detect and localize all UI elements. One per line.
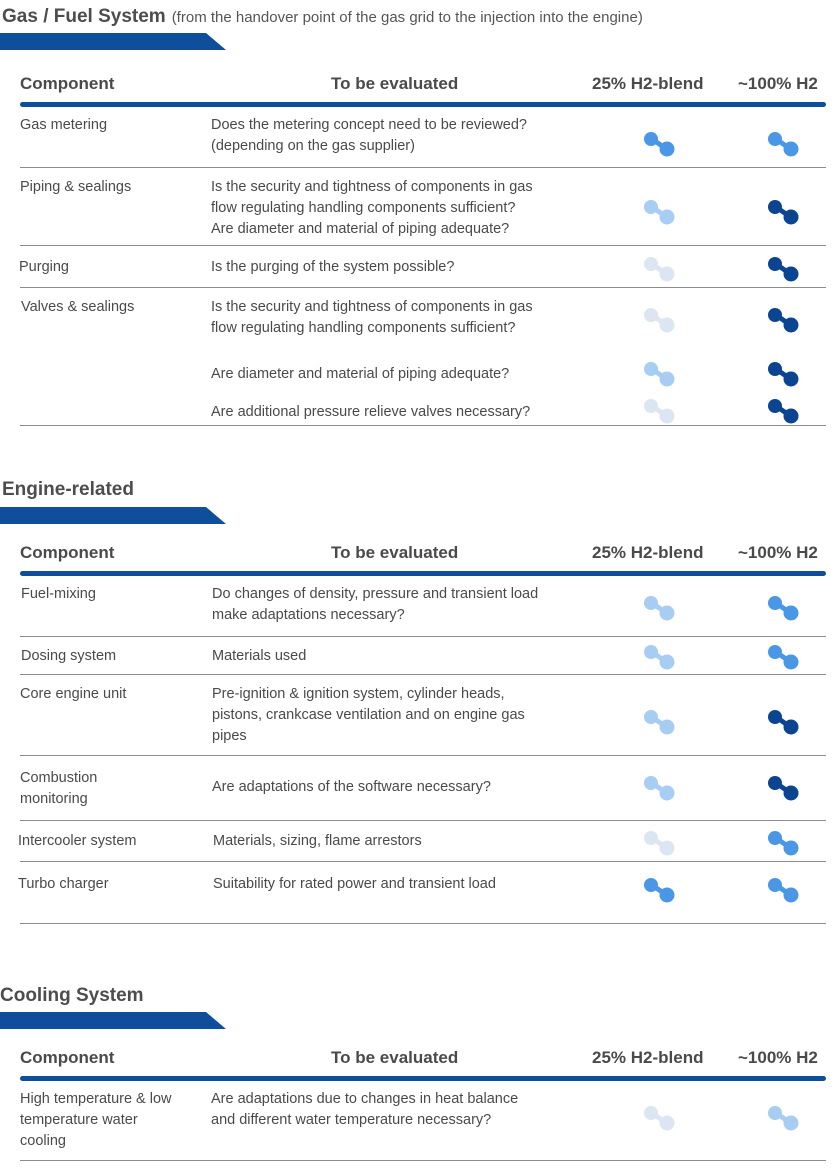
h2-level-25-icon bbox=[642, 876, 676, 904]
table-row-intercooler-system bbox=[20, 821, 826, 862]
header-to-be-evaluated: To be evaluated bbox=[331, 1048, 459, 1067]
h2-level-25-icon bbox=[642, 360, 676, 388]
header-to-be-evaluated: To be evaluated bbox=[331, 543, 459, 562]
header-component: Component bbox=[20, 1048, 115, 1067]
component-label: Purging bbox=[19, 259, 69, 275]
h2-level-100-icon bbox=[766, 306, 800, 334]
component-label: High temperature & low temperature water cooling bbox=[20, 1091, 172, 1149]
h2-level-25-icon bbox=[642, 198, 676, 226]
h2-level-100-icon bbox=[766, 708, 800, 736]
h2-level-25-icon bbox=[642, 306, 676, 334]
component-label: Combustion monitoring bbox=[20, 770, 98, 807]
table-row-dosing-system bbox=[20, 637, 826, 675]
evaluation-item bbox=[20, 386, 826, 426]
table-row-combustion-monitoring bbox=[20, 756, 826, 821]
evaluation-item bbox=[20, 288, 826, 348]
table-row-turbo-charger bbox=[20, 862, 826, 924]
table-header bbox=[20, 543, 826, 573]
h2-level-25-icon bbox=[642, 643, 676, 671]
header-component: Component bbox=[20, 74, 115, 93]
h2-level-100-icon bbox=[766, 829, 800, 857]
header-25-h2-blend: 25% H2-blend bbox=[592, 543, 704, 562]
evaluation-item bbox=[20, 637, 826, 675]
component-label: Gas metering bbox=[20, 117, 108, 133]
h2-level-100-icon bbox=[766, 255, 800, 283]
table-row-fuel-mixing bbox=[20, 576, 826, 637]
evaluation-text: Materials, sizing, flame arrestors bbox=[213, 833, 422, 849]
section-title bbox=[0, 985, 144, 1007]
table-row-valves-sealings bbox=[20, 288, 826, 426]
component-label: Turbo charger bbox=[18, 876, 109, 892]
evaluation-item bbox=[20, 1081, 826, 1161]
evaluation-text: Are adaptations due to changes in heat balance and different water temperature necessary? bbox=[211, 1091, 519, 1128]
table-header bbox=[20, 74, 826, 104]
row-divider bbox=[20, 1160, 826, 1161]
evaluation-text: Are additional pressure relieve valves necessary? bbox=[211, 404, 531, 420]
h2-level-25-icon bbox=[642, 255, 676, 283]
h2-level-25-icon bbox=[642, 130, 676, 158]
section-title-bar bbox=[0, 1012, 226, 1029]
evaluation-text: Does the metering concept need to be reviewed? (depending on the gas supplier) bbox=[211, 117, 527, 154]
section-title-bar bbox=[0, 507, 226, 524]
h2-level-100-icon bbox=[766, 774, 800, 802]
evaluation-text: Are diameter and material of piping adequate? bbox=[211, 366, 510, 382]
header-25-h2-blend: 25% H2-blend bbox=[592, 1048, 704, 1067]
h2-level-25-icon bbox=[642, 829, 676, 857]
evaluation-text: Is the security and tightness of components in gas flow regulating handling components sufficient? Are diameter and material of piping adequate? bbox=[211, 179, 533, 237]
section-title-bar bbox=[0, 33, 226, 50]
evaluation-item bbox=[20, 862, 826, 924]
section-title bbox=[2, 6, 643, 28]
section-title-text: Gas / Fuel System bbox=[2, 6, 166, 27]
h2-level-100-icon bbox=[766, 397, 800, 425]
evaluation-text: Is the security and tightness of components in gas flow regulating handling components sufficient? bbox=[211, 299, 533, 336]
h2-level-25-icon bbox=[642, 594, 676, 622]
component-label: Fuel-mixing bbox=[21, 586, 96, 602]
table-row-gas-metering bbox=[20, 107, 826, 168]
evaluation-item bbox=[20, 246, 826, 288]
evaluation-item bbox=[20, 348, 826, 386]
evaluation-item bbox=[20, 107, 826, 168]
h2-level-100-icon bbox=[766, 876, 800, 904]
component-label: Core engine unit bbox=[20, 686, 127, 702]
h2-level-100-icon bbox=[766, 360, 800, 388]
header-to-be-evaluated: To be evaluated bbox=[331, 74, 459, 93]
section-title bbox=[2, 479, 134, 501]
table-header bbox=[20, 1048, 826, 1078]
table-row-water-cooling bbox=[20, 1081, 826, 1161]
table-row-core-engine-unit bbox=[20, 675, 826, 756]
section-title-text: Engine-related bbox=[2, 479, 134, 500]
evaluation-item bbox=[20, 756, 826, 821]
evaluation-text: Materials used bbox=[212, 648, 307, 664]
h2-level-100-icon bbox=[766, 594, 800, 622]
evaluation-text: Do changes of density, pressure and transient load make adaptations necessary? bbox=[212, 586, 539, 623]
evaluation-text: Is the purging of the system possible? bbox=[211, 259, 455, 275]
row-divider bbox=[20, 425, 826, 426]
h2-level-100-icon bbox=[766, 198, 800, 226]
h2-level-25-icon bbox=[642, 1104, 676, 1132]
h2-level-25-icon bbox=[642, 774, 676, 802]
evaluation-text: Suitability for rated power and transient load bbox=[213, 876, 496, 892]
section-subtitle: (from the handover point of the gas grid to the injection into the engine) bbox=[171, 9, 643, 26]
component-label: Intercooler system bbox=[18, 833, 137, 849]
component-label: Piping & sealings bbox=[20, 179, 132, 195]
section-title-text: Cooling System bbox=[0, 985, 144, 1006]
header-100-h2: ~100% H2 bbox=[738, 74, 818, 93]
h2-level-100-icon bbox=[766, 643, 800, 671]
header-100-h2: ~100% H2 bbox=[738, 1048, 818, 1067]
evaluation-item bbox=[20, 168, 826, 246]
evaluation-item bbox=[20, 821, 826, 862]
evaluation-item bbox=[20, 576, 826, 637]
table-row-piping-sealings bbox=[20, 168, 826, 246]
evaluation-text: Pre-ignition & ignition system, cylinder heads, pistons, crankcase ventilation and on engine gas pipes bbox=[212, 686, 525, 744]
header-25-h2-blend: 25% H2-blend bbox=[592, 74, 704, 93]
h2-level-25-icon bbox=[642, 708, 676, 736]
h2-level-100-icon bbox=[766, 130, 800, 158]
h2-level-100-icon bbox=[766, 1104, 800, 1132]
h2-level-25-icon bbox=[642, 397, 676, 425]
component-label: Valves & sealings bbox=[21, 299, 135, 315]
evaluation-item bbox=[20, 675, 826, 756]
evaluation-text: Are adaptations of the software necessary? bbox=[212, 779, 491, 795]
row-divider bbox=[20, 923, 826, 924]
table-row-purging bbox=[20, 246, 826, 288]
header-component: Component bbox=[20, 543, 115, 562]
header-100-h2: ~100% H2 bbox=[738, 543, 818, 562]
component-label: Dosing system bbox=[21, 648, 117, 664]
